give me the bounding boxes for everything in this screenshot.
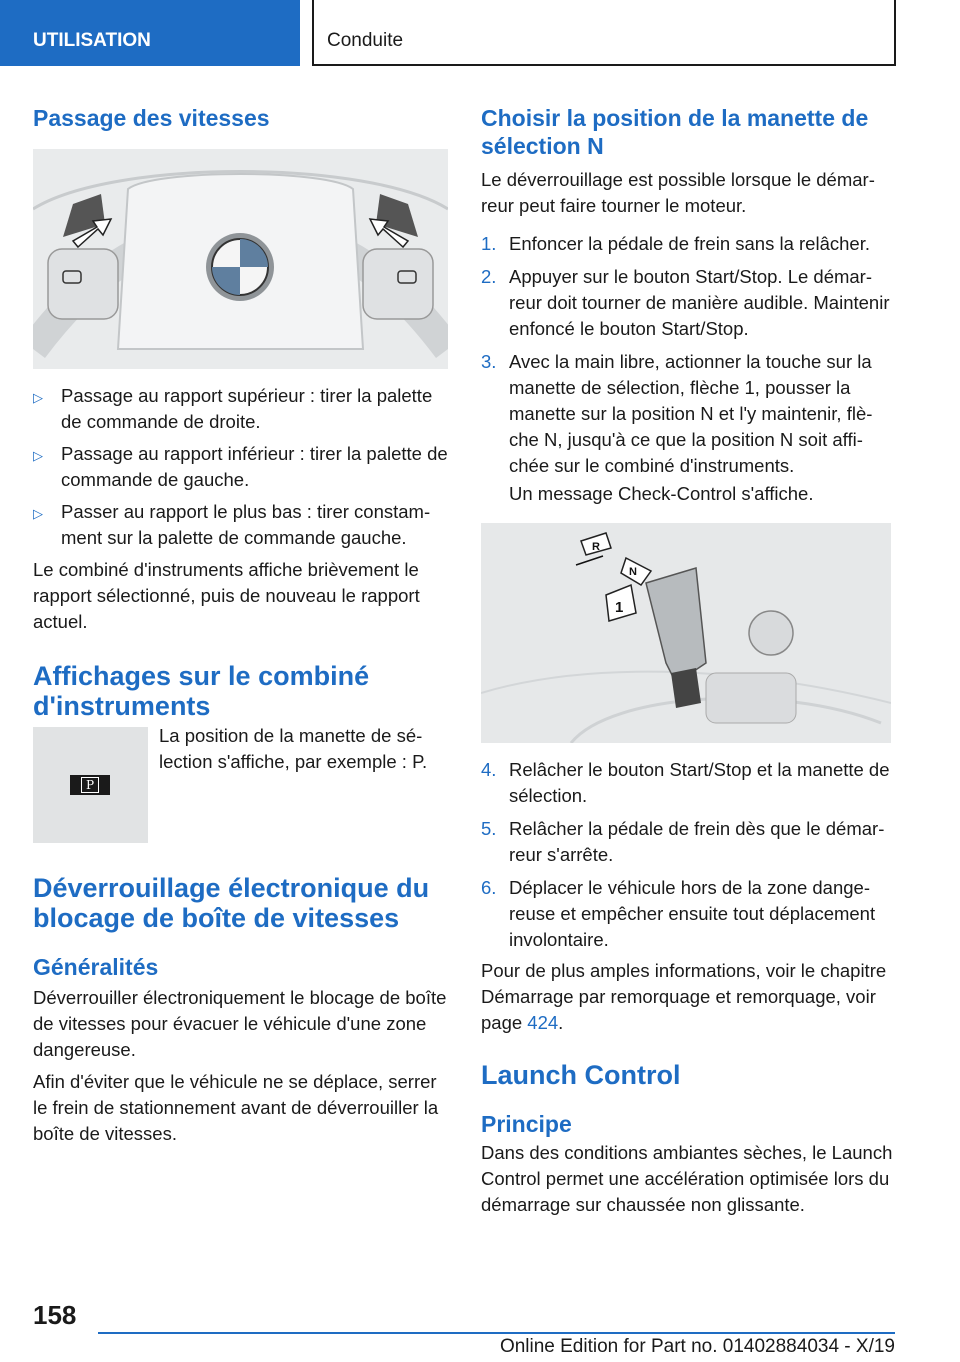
footer-divider (98, 1332, 895, 1334)
list-item: 6. Déplacer le véhicule hors de la zone dangereuse et empêcher ensuite tout déplacement involontaire. (481, 877, 876, 950)
list-item: ▷ Passage au rapport inférieur : tirer la palette de commande de gauche. (33, 443, 448, 490)
generalites-p1: Déverrouiller électroniquement le blocage de boîte de vitesses pour évacuer le véhicule d'une zone dangereuse. (33, 987, 447, 1060)
steering-wheel-illustration (33, 149, 448, 369)
page-number: 158 (33, 1300, 77, 1330)
list-item: 4. Relâcher le bouton Start/Stop et la manette de sélection. (481, 759, 890, 806)
gear-symbol: P (81, 777, 99, 793)
list-item: ▷ Passage au rapport supérieur : tirer la palette de commande de droite. (33, 385, 433, 432)
list-item: 2. Appuyer sur le bouton Start/Stop. Le démarreur doit tourner de manière audible. Maintenir enfoncé le bouton Start/Stop. (481, 266, 890, 339)
step3-note: Un message Check-Control s'affiche. (509, 483, 814, 504)
selector-label-r: R (592, 541, 600, 553)
affichages-title: Affichages sur le combiné d'instruments (33, 661, 370, 721)
selector-lever-illustration (481, 523, 891, 743)
choisir-title: Choisir la position de la manette de sélection N (481, 105, 869, 159)
selector-label-n: N (629, 566, 637, 578)
gear-display-frame (70, 775, 110, 795)
list-item: ▷ Passer au rapport le plus bas : tirer constamment sur la palette de commande gauche. (33, 501, 431, 548)
list-item: 3. Avec la main libre, actionner la touche sur la manette de sélection, flèche 1, pousser la manette sur la position N et l'y maintenir, flèche N, jusqu'à ce que la position N soit affichée sur le combiné d'instruments. (481, 351, 873, 476)
principe-text: Dans des conditions ambiantes sèches, le Launch Control permet une accélération optimisée lors du démarrage sur chaussée non glissante. (481, 1142, 893, 1215)
selector-lever-image (481, 523, 891, 743)
gear-display-image (33, 727, 148, 843)
steps-list-b (481, 757, 895, 953)
page-link[interactable]: 424 (527, 1012, 559, 1033)
choisir-intro: Le déverrouillage est possible lorsque le démarreur peut faire tourner le moteur. (481, 169, 875, 216)
gear-shift-list (33, 383, 448, 551)
passage-text: Le combiné d'instruments affiche brièvement le rapport sélectionné, puis de nouveau le rapport actuel. (33, 559, 420, 632)
list-item: 5. Relâcher la pédale de frein dès que le démarreur s'arrête. (481, 818, 885, 865)
triangle-right-icon: ▷ (33, 390, 43, 405)
right-column (481, 100, 895, 1218)
affichages-block (33, 727, 448, 843)
list-item: 1. Enfoncer la pédale de frein sans la relâcher. (481, 233, 870, 254)
selector-label-1: 1 (615, 599, 624, 616)
triangle-right-icon: ▷ (33, 448, 43, 463)
steering-wheel-image (33, 149, 448, 369)
chapter-title: Conduite (312, 0, 896, 66)
page-header (0, 0, 960, 66)
launch-title: Launch Control (481, 1060, 681, 1090)
generalites-title: Généralités (33, 954, 159, 980)
principe-title: Principe (481, 1111, 572, 1137)
passage-title: Passage des vitesses (33, 105, 270, 131)
steps-list-a (481, 231, 895, 479)
deverrouillage-title: Déverrouillage électronique du blocage de boîte de vitesses (33, 873, 430, 933)
section-tab: UTILISATION (0, 0, 300, 66)
left-column (33, 100, 448, 1147)
more-info-text: Pour de plus amples informations, voir le chapitre Démarrage par remorquage et remorquage, voir page 424. (481, 960, 887, 1033)
edition-text: Online Edition for Part no. 01402884034 - X/19 (499, 1336, 895, 1357)
affichages-text: La position de la manette de sélection s'affiche, par exemple : P. (159, 725, 428, 772)
page-footer (0, 1290, 960, 1362)
generalites-p2: Afin d'éviter que le véhicule ne se déplace, serrer le frein de stationnement avant de déverrouiller la boîte de vitesses. (33, 1071, 439, 1144)
triangle-right-icon: ▷ (33, 506, 43, 521)
